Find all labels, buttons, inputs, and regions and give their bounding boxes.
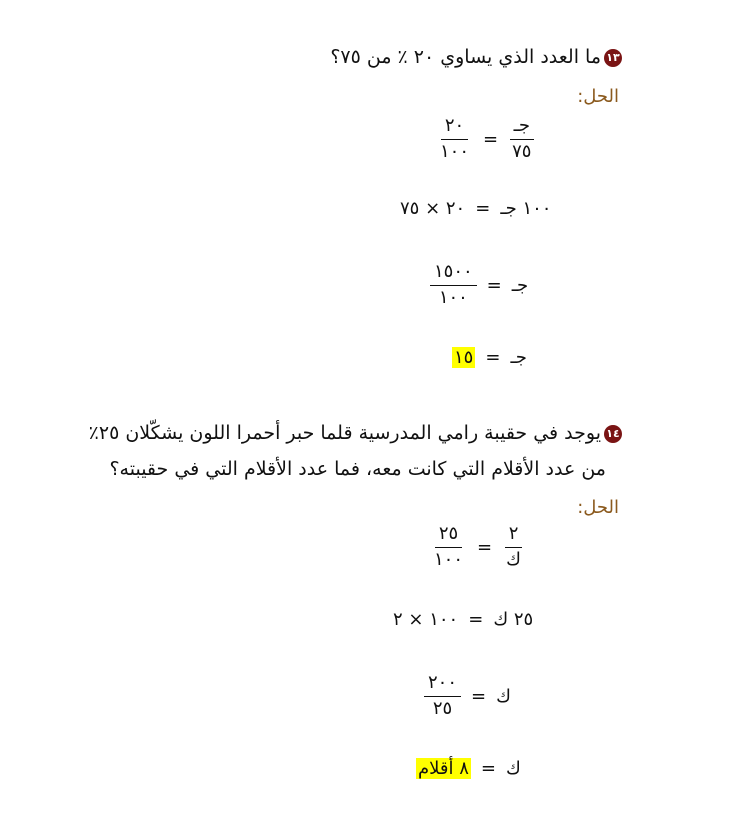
question-14-line-2: من عدد الأقلام التي كانت معه، فما عدد الأقلام التي في حقيبته؟ [109,458,606,480]
fraction-rhs [436,116,473,162]
q14-step-2 [393,609,533,630]
q13-step-2 [400,198,551,219]
q14-step-4 [416,758,521,779]
equals-sign: = [468,609,484,630]
equals-sign: = [477,536,493,558]
numerator: ٢ [505,524,523,548]
numerator: جـ [510,116,534,140]
equals-sign: = [483,128,499,150]
q14-step-3 [424,673,511,719]
solution-label: الحل: [577,86,619,107]
lhs: جـ [511,274,529,296]
fraction-rhs [430,262,477,308]
equals-sign: = [486,274,502,296]
q13-step-3 [430,262,528,308]
question-number-badge: ١٤ [604,425,622,443]
equals-sign: = [471,685,487,707]
lhs: ك [505,758,521,779]
q13-step-4 [452,347,527,368]
fraction-lhs [502,524,525,570]
equals-sign: = [485,347,501,368]
question-number-badge: ١٣ [604,49,622,67]
equals-sign: = [480,758,496,779]
rhs: ١٠٠ × ٢ [393,609,459,630]
denominator: ١٠٠ [434,548,464,570]
question-14 [89,424,622,443]
lhs: ٢٥ ك [493,609,534,630]
lhs: جـ [510,347,527,368]
denominator: ك [506,548,521,570]
denominator: ٧٥ [512,140,532,162]
numerator: ٢٥ [435,524,462,548]
numerator: ٢٠ [441,116,468,140]
question-13-text: ما العدد الذي يساوي ٢٠ ٪ من ٧٥؟ [330,46,601,68]
fraction-rhs [424,673,461,719]
fraction-rhs [430,524,467,570]
answer-highlight: ٨ أقلام [418,758,469,779]
numerator: ٢٠٠ [424,673,461,697]
question-13 [330,48,622,67]
q13-step-1 [436,116,535,162]
denominator: ١٠٠ [438,286,468,308]
numerator: ١٥٠٠ [430,262,477,286]
fraction-lhs [508,116,535,162]
lhs: ك [496,685,511,707]
solution-label: الحل: [577,497,619,518]
rhs: ٢٠ × ٧٥ [400,198,466,219]
lhs: ١٠٠ جـ [500,198,552,219]
denominator: ١٠٠ [440,140,470,162]
denominator: ٢٥ [432,697,453,719]
equals-sign: = [475,198,491,219]
question-14-line-1: يوجد في حقيبة رامي المدرسية قلما حبر أحمرا اللون يشكّلان ٢٥٪ [88,422,601,444]
q14-step-1 [430,524,525,570]
answer-highlight: ١٥ [454,347,474,368]
